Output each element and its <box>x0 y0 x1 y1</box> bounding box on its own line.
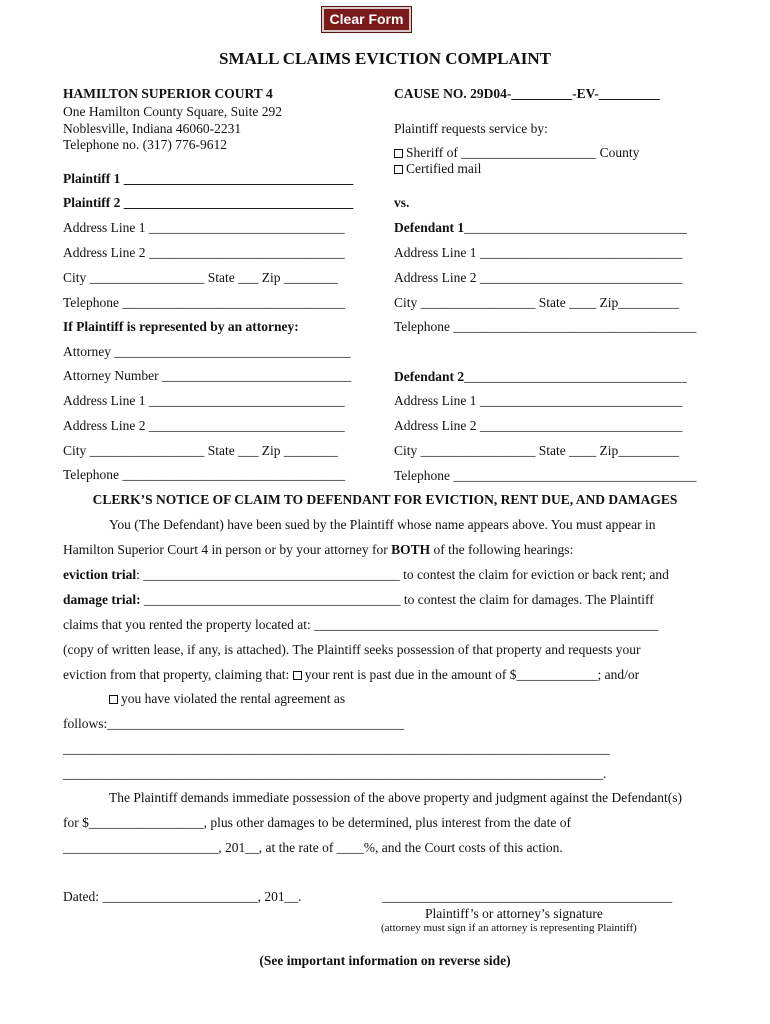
defendant-2-city-state-zip-field[interactable]: City _________________ State ____ Zip_________ <box>394 443 679 458</box>
plaintiff-1-field[interactable]: Plaintiff 1 __________________________________ <box>63 171 354 186</box>
service-certified-option[interactable] <box>394 161 481 177</box>
defendant-1-city-state-zip-field[interactable]: City _________________ State ____ Zip_________ <box>394 295 679 310</box>
defendant-1-label: Defendant 1 <box>394 220 465 235</box>
eviction-trial-line: : ______________________________________ to contest the claim for eviction or back rent; and <box>136 567 669 582</box>
follows-field-line-2[interactable]: _________________________________________________________________________________ <box>63 741 610 756</box>
notice-line-12: The Plaintiff demands immediate possession of the above property and judgment against the Defendant(s) <box>109 790 682 805</box>
defendant-2-line: _________________________________ <box>464 369 687 384</box>
signature-line[interactable]: ___________________________________________ <box>382 889 673 904</box>
rental-violation-checkbox[interactable] <box>109 695 118 704</box>
rental-violation-option[interactable] <box>109 691 345 707</box>
cause-number-field[interactable]: CAUSE NO. 29D04-_________-EV-_________ <box>394 86 660 101</box>
damage-trial-field[interactable] <box>63 592 654 608</box>
clear-form-button[interactable]: Clear Form <box>322 7 411 32</box>
certified-mail-label: Certified mail <box>406 161 482 176</box>
versus-label: vs. <box>394 195 410 210</box>
notice-line-1: You (The Defendant) have been sued by the Plaintiff whose name appears above. You must appear in <box>109 517 656 532</box>
notice-line-2-c: of the following hearings: <box>430 542 574 557</box>
reverse-side-note: (See important information on reverse side) <box>259 953 511 968</box>
plaintiff-2-field[interactable]: Plaintiff 2 __________________________________ <box>63 195 354 210</box>
defendant-1-line: _________________________________ <box>464 220 687 235</box>
sheriff-checkbox[interactable] <box>394 149 403 158</box>
rental-violation-label: you have violated the rental agreement as <box>121 691 346 706</box>
signature-label: Plaintiff’s or attorney’s signature <box>425 906 603 921</box>
defendant-2-address-2-field[interactable]: Address Line 2 ______________________________ <box>394 418 683 433</box>
attorney-name-field[interactable]: Attorney ___________________________________ <box>63 344 351 359</box>
attorney-address-1-field[interactable]: Address Line 1 _____________________________ <box>63 393 345 408</box>
service-label: Plaintiff requests service by: <box>394 121 548 136</box>
notice-both-emphasis: BOTH <box>391 542 431 557</box>
plaintiff-address-1-field[interactable]: Address Line 1 _____________________________ <box>63 220 345 235</box>
defendant-1-address-2-field[interactable]: Address Line 2 ______________________________ <box>394 270 683 285</box>
plaintiff-address-2-field[interactable]: Address Line 2 _____________________________ <box>63 245 345 260</box>
defendant-2-field[interactable] <box>394 369 687 385</box>
follows-field-line-3[interactable]: ________________________________________________________________________________. <box>63 766 607 781</box>
notice-line-7-a: eviction from that property, claiming that: <box>63 667 293 682</box>
defendant-1-field[interactable] <box>394 220 687 236</box>
defendant-1-address-1-field[interactable]: Address Line 1 ______________________________ <box>394 245 683 260</box>
attorney-address-2-field[interactable]: Address Line 2 _____________________________ <box>63 418 345 433</box>
eviction-trial-label: eviction trial <box>63 567 137 582</box>
attorney-heading: If Plaintiff is represented by an attorney: <box>63 319 299 334</box>
dated-field[interactable]: Dated: _______________________, 201__. <box>63 889 302 904</box>
signature-note: (attorney must sign if an attorney is representing Plaintiff) <box>381 922 637 934</box>
plaintiff-city-state-zip-field[interactable]: City _________________ State ___ Zip ________ <box>63 270 338 285</box>
notice-line-2-a: Hamilton Superior Court 4 in person or by your attorney for <box>63 542 392 557</box>
sheriff-label: Sheriff of ____________________ County <box>406 145 640 160</box>
certified-mail-checkbox[interactable] <box>394 165 403 174</box>
damage-trial-line: ______________________________________ to contest the claim for damages. The Plaintiff <box>140 592 654 607</box>
notice-line-7 <box>63 667 639 683</box>
rent-past-due-checkbox[interactable] <box>293 671 302 680</box>
court-telephone: Telephone no. (317) 776-9612 <box>63 137 228 152</box>
court-name: HAMILTON SUPERIOR COURT 4 <box>63 86 273 101</box>
plaintiff-telephone-field[interactable]: Telephone _________________________________ <box>63 295 346 310</box>
notice-line-6: (copy of written lease, if any, is attached). The Plaintiff seeks possession of that property and requests your <box>63 642 641 657</box>
attorney-number-field[interactable]: Attorney Number ____________________________ <box>63 368 351 383</box>
form-title: SMALL CLAIMS EVICTION COMPLAINT <box>218 49 551 68</box>
defendant-2-address-1-field[interactable]: Address Line 1 ______________________________ <box>394 393 683 408</box>
judgment-amount-field[interactable]: for $_________________, plus other damages to be determined, plus interest from the date of <box>63 815 572 830</box>
rent-past-due-label: your rent is past due in the amount of $____________; and/or <box>304 667 640 682</box>
interest-date-rate-field[interactable]: _______________________, 201__, at the rate of ____%, and the Court costs of this action. <box>63 840 563 855</box>
property-location-field[interactable]: claims that you rented the property located at: ___________________________________________________ <box>63 617 659 632</box>
defendant-2-telephone-field[interactable]: Telephone ____________________________________ <box>394 468 697 483</box>
notice-line-2 <box>63 542 573 558</box>
attorney-telephone-field[interactable]: Telephone _________________________________ <box>63 467 346 482</box>
court-address-2: Noblesville, Indiana 46060-2231 <box>63 121 242 136</box>
defendant-1-telephone-field[interactable]: Telephone ____________________________________ <box>394 319 697 334</box>
notice-heading: CLERK’S NOTICE OF CLAIM TO DEFENDANT FOR EVICTION, RENT DUE, AND DAMAGES <box>92 492 678 507</box>
court-address-1: One Hamilton County Square, Suite 292 <box>63 104 282 119</box>
attorney-city-state-zip-field[interactable]: City _________________ State ___ Zip ________ <box>63 443 338 458</box>
damage-trial-label: damage trial: <box>63 592 141 607</box>
defendant-2-label: Defendant 2 <box>394 369 465 384</box>
service-sheriff-option[interactable] <box>394 145 639 161</box>
eviction-trial-field[interactable] <box>63 567 669 583</box>
follows-field[interactable]: follows:____________________________________________ <box>63 716 405 731</box>
